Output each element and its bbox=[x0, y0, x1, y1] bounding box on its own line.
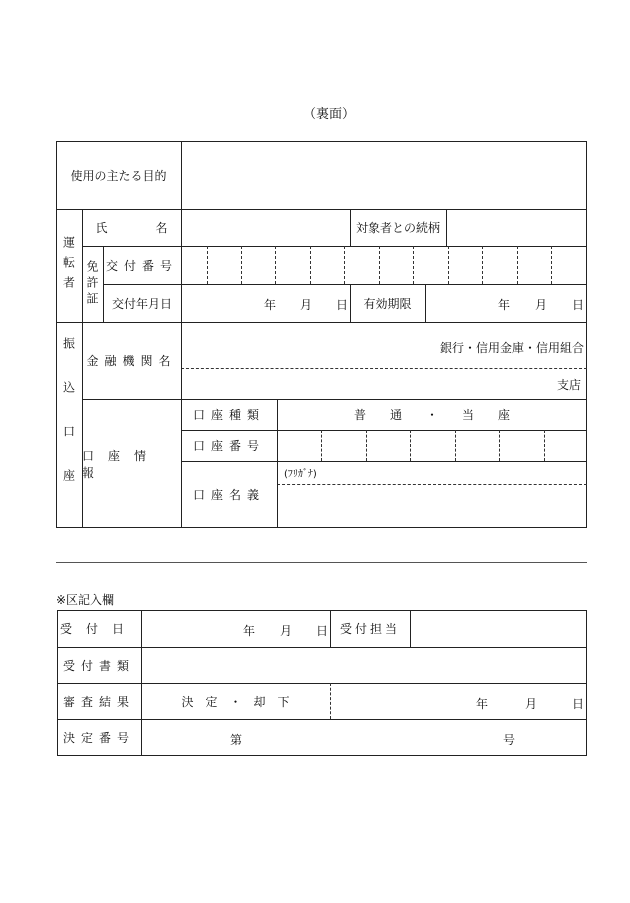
receipt-docs-label: 受付書類 bbox=[62, 658, 135, 673]
decision-prefix: 第 bbox=[230, 733, 243, 747]
receipt-staff-label: 受付担当 bbox=[339, 622, 400, 636]
issue-date-label: 交付年月日 bbox=[111, 296, 172, 311]
account-info-label: 口座情報 bbox=[82, 448, 161, 480]
receipt-date-day: 日 bbox=[316, 624, 329, 638]
institution-types: 銀行・信用金庫・信用組合 bbox=[440, 341, 585, 355]
account-number-label: 口座番号 bbox=[192, 439, 265, 453]
account-number-field[interactable] bbox=[278, 431, 586, 460]
purpose-label: 使用の主たる目的 bbox=[70, 168, 167, 183]
furigana-hint: (ﾌﾘｶﾞﾅ) bbox=[284, 469, 317, 480]
review-date-day: 日 bbox=[572, 697, 585, 711]
account-name-field[interactable] bbox=[278, 486, 586, 527]
section-divider bbox=[56, 562, 587, 563]
review-date-year: 年 bbox=[476, 697, 489, 711]
driver-group-label: 運転者 bbox=[61, 235, 76, 296]
review-label: 審査結果 bbox=[62, 694, 135, 709]
receipt-staff-field[interactable] bbox=[411, 611, 586, 646]
valid-label: 有効期限 bbox=[363, 296, 412, 311]
receipt-date-year: 年 bbox=[243, 624, 256, 638]
driver-name-label: 氏 名 bbox=[95, 221, 168, 235]
account-name-label: 口座名義 bbox=[192, 488, 265, 502]
relation-label: 対象者との続柄 bbox=[355, 221, 440, 235]
account-type-label: 口座種類 bbox=[192, 408, 265, 422]
receipt-docs-field[interactable] bbox=[142, 648, 586, 682]
decision-number-field[interactable] bbox=[250, 721, 495, 754]
valid-date-year: 年 bbox=[498, 298, 511, 312]
account-type-options[interactable]: 普 通 ・ 当 座 bbox=[353, 408, 510, 422]
driver-name-field[interactable] bbox=[182, 210, 349, 245]
office-section-title: ※区記入欄 bbox=[56, 593, 115, 607]
issue-date-year: 年 bbox=[264, 298, 277, 312]
institution-label: 金融機関名 bbox=[86, 354, 177, 368]
decision-suffix: 号 bbox=[503, 733, 516, 747]
decision-number-label: 決定番号 bbox=[62, 731, 135, 745]
branch-suffix: 支店 bbox=[557, 378, 582, 392]
issue-date-month: 月 bbox=[300, 298, 313, 312]
license-group-label: 免許証 bbox=[85, 260, 99, 308]
review-options[interactable]: 決 定 ・ 却 下 bbox=[181, 694, 290, 709]
institution-name-field[interactable] bbox=[182, 323, 432, 367]
valid-date-day: 日 bbox=[572, 298, 585, 312]
license-number-label: 交付番号 bbox=[105, 258, 178, 273]
license-number-field[interactable] bbox=[182, 247, 586, 283]
issue-date-day: 日 bbox=[336, 298, 349, 312]
branch-name-field[interactable] bbox=[182, 369, 542, 398]
page-title: （裏面） bbox=[303, 107, 356, 122]
purpose-field[interactable] bbox=[182, 142, 586, 208]
valid-date-month: 月 bbox=[535, 298, 548, 312]
transfer-group-label: 振込口座 bbox=[61, 337, 76, 513]
relation-field[interactable] bbox=[447, 210, 586, 245]
review-date-month: 月 bbox=[525, 697, 538, 711]
receipt-date-month: 月 bbox=[280, 624, 293, 638]
receipt-date-label: 受付日 bbox=[59, 622, 138, 636]
